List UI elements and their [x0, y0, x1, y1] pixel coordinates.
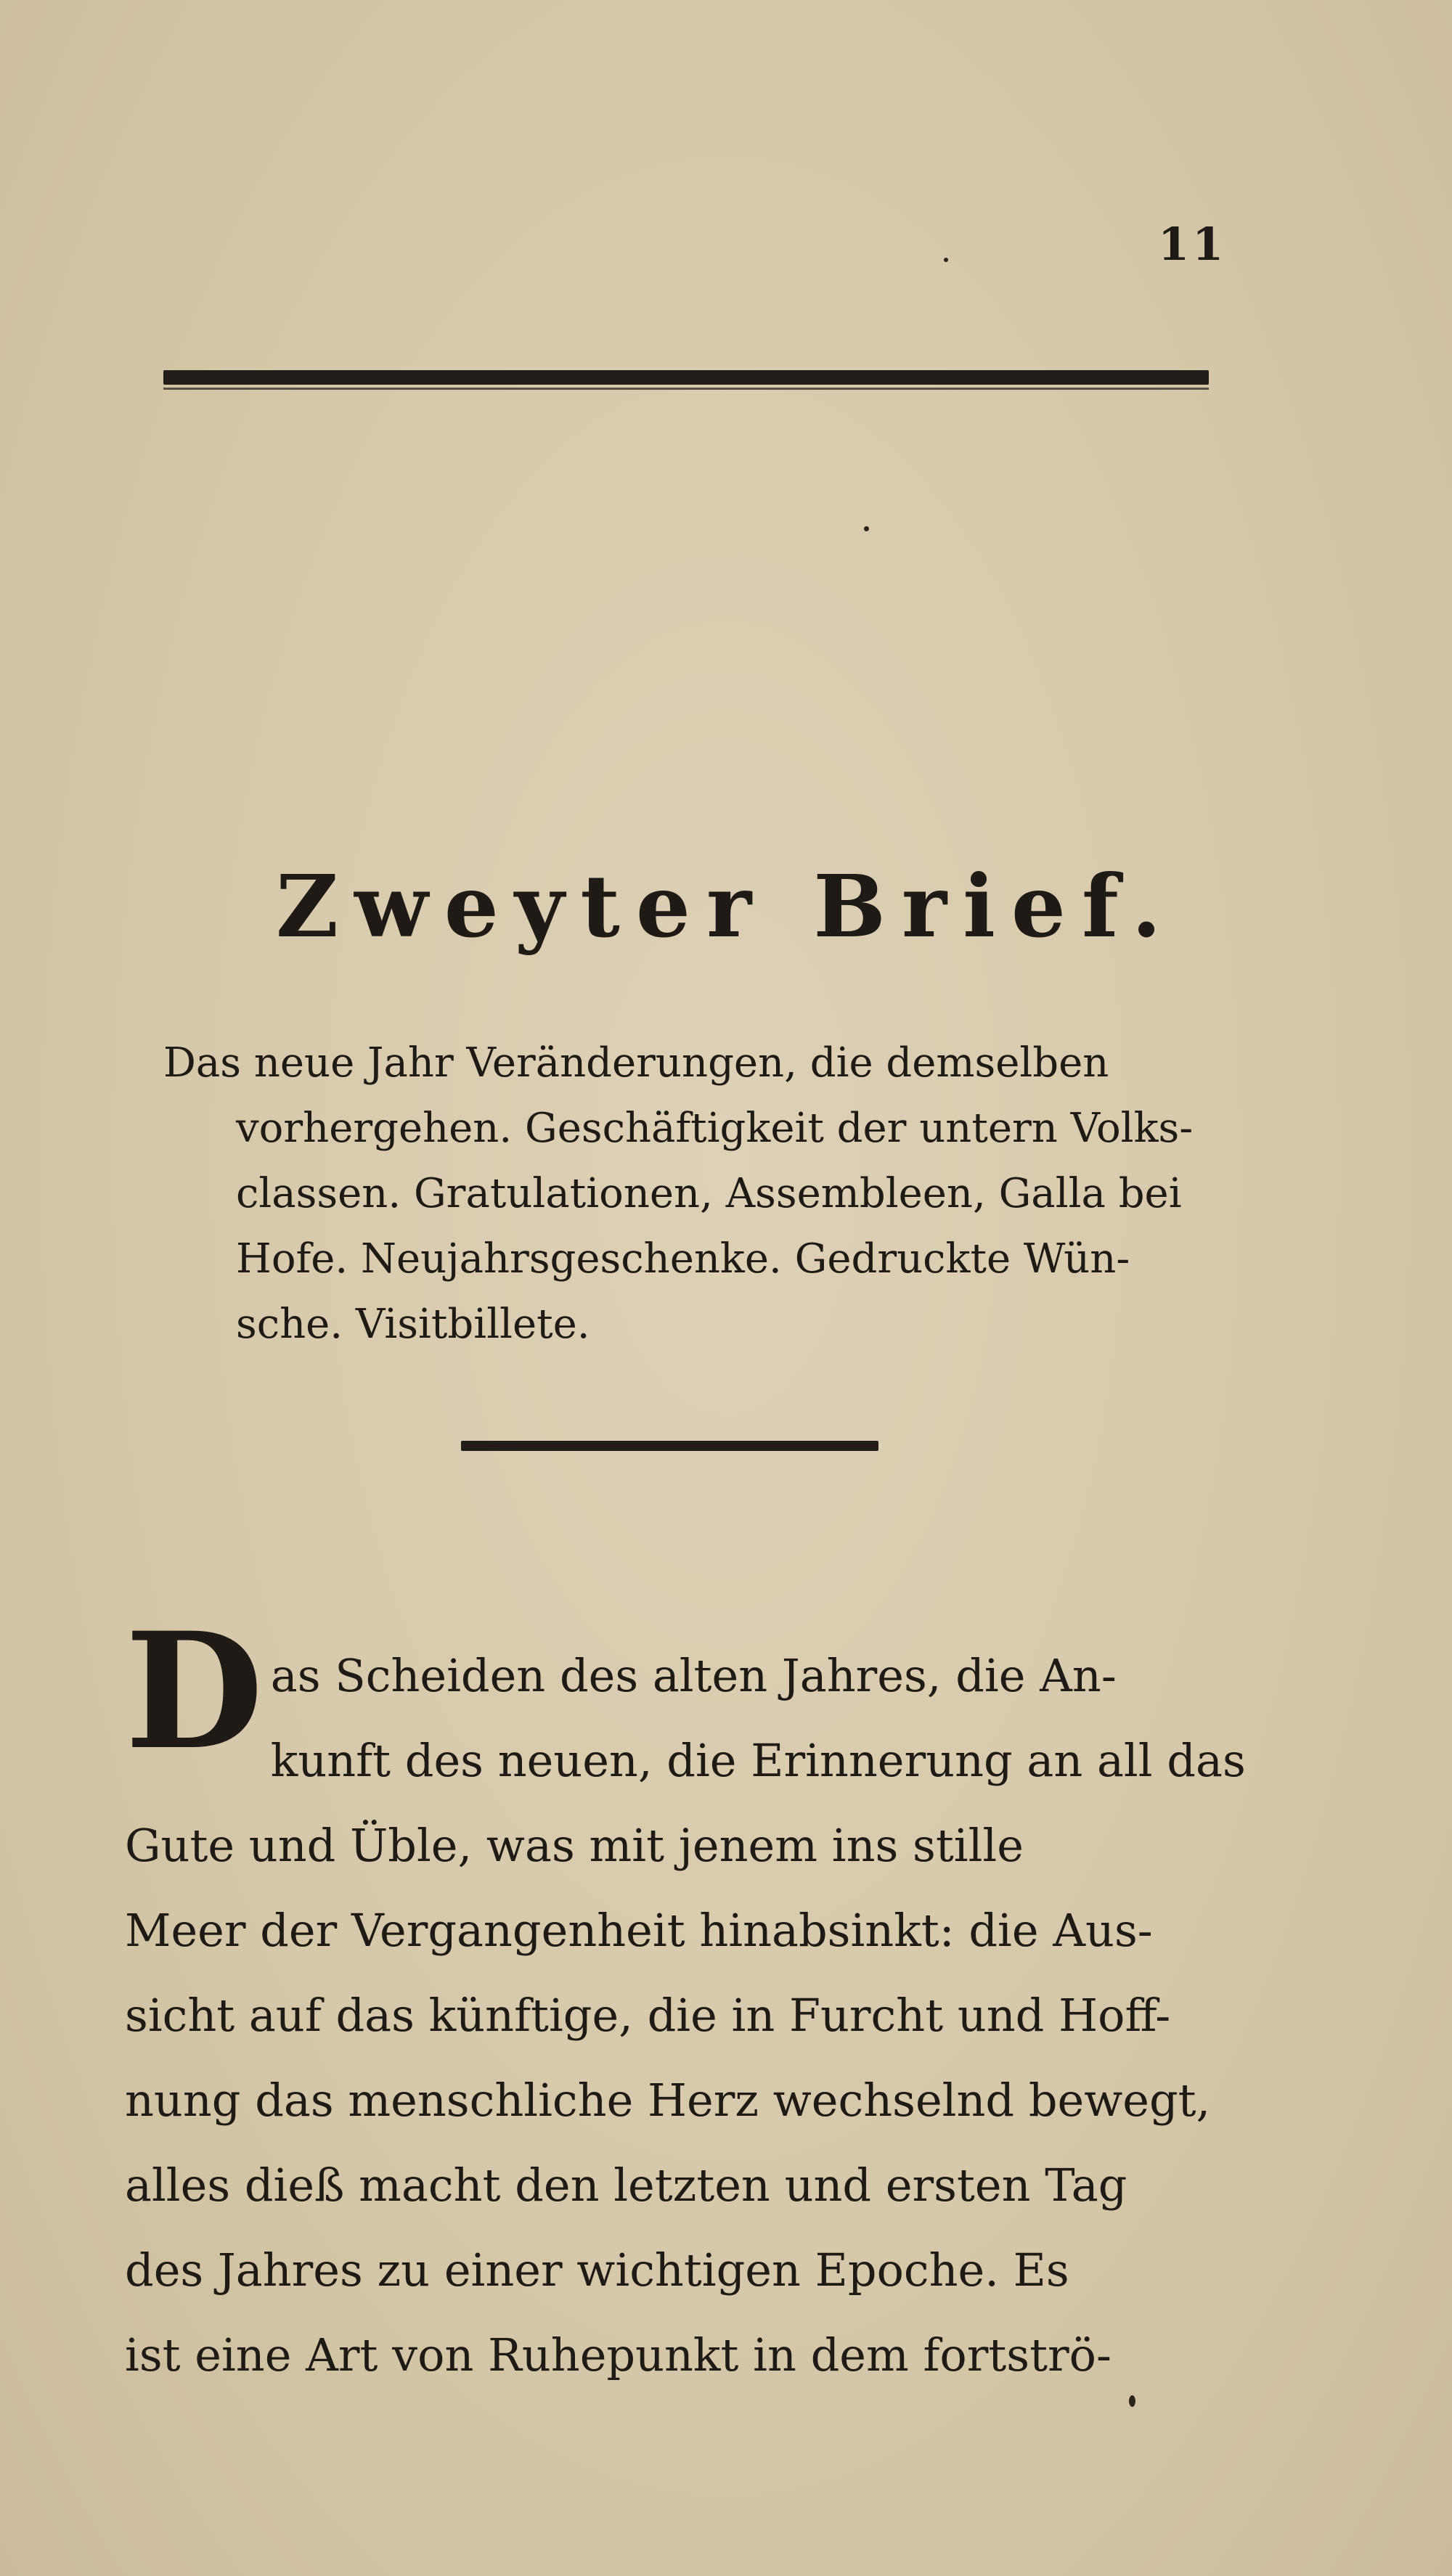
summary-line: Hofe. Neujahrsgeschenke. Gedruckte Wün-	[236, 1235, 1130, 1283]
body-line: des Jahres zu einer wichtigen Epoche. Es	[125, 2244, 1069, 2297]
body-line: alles dieß macht den letzten und ersten Tag	[125, 2159, 1127, 2212]
body-line: nung das menschliche Herz wechselnd bewegt,	[125, 2074, 1211, 2127]
body-line: sicht auf das künftige, die in Furcht und Hoff-	[125, 1989, 1171, 2042]
body-line: ist eine Art von Ruhepunkt in dem fortströ-	[125, 2328, 1112, 2381]
body-line: as Scheiden des alten Jahres, die An-	[270, 1649, 1117, 1702]
page-number: 11	[1158, 218, 1227, 271]
paper-speck	[944, 258, 948, 262]
paper-speck	[864, 526, 869, 531]
top-rule	[163, 370, 1209, 385]
initial-letter: D	[125, 1597, 264, 1785]
body-line: Meer der Vergangenheit hinabsinkt: die Aus-	[125, 1904, 1153, 1957]
body-line: kunft des neuen, die Erinnerung an all das	[270, 1734, 1246, 1787]
body-line: Gute und Üble, was mit jenem ins stille	[125, 1819, 1024, 1872]
summary-line: sche. Visitbillete.	[236, 1301, 590, 1348]
chapter-title: Zweyter Brief.	[276, 856, 1178, 957]
section-rule	[461, 1441, 878, 1451]
chapter-summary	[163, 1031, 1245, 1357]
paper-speck	[1129, 2395, 1135, 2407]
summary-line: vorhergehen. Geschäftigkeit der untern Volks-	[236, 1105, 1194, 1152]
body-text	[125, 1597, 1246, 2397]
summary-line: classen. Gratulationen, Assembleen, Galla bei	[236, 1170, 1182, 1217]
summary-line: Das neue Jahr Veränderungen, die demselben	[163, 1039, 1109, 1087]
